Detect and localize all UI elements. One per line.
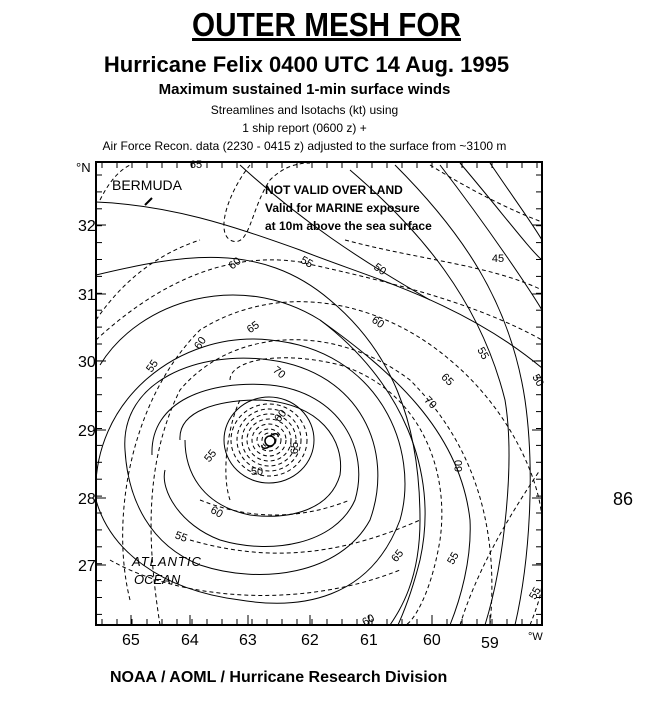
isotach-label: 70 xyxy=(270,364,288,382)
latitude-label: 31 xyxy=(78,287,96,304)
latitude-label: 30 xyxy=(78,354,96,371)
longitude-label: 59 xyxy=(481,635,499,652)
method-line-3: Air Force Recon. data (2230 - 0415 z) adjusted to the surface from ~3100 m xyxy=(102,139,507,153)
isotach-label: 60 xyxy=(192,334,209,352)
isotach-label: 65 xyxy=(189,159,203,171)
ocean-label-1: ATLANTIC xyxy=(132,554,202,569)
isotach-label: 65 xyxy=(389,547,407,565)
longitude-label: 64 xyxy=(181,632,199,649)
isotach-label: 65 xyxy=(244,319,262,336)
latitude-labels xyxy=(78,218,96,575)
isotach-label: 60 xyxy=(360,612,377,629)
longitude-label: 61 xyxy=(360,632,378,649)
streamline xyxy=(490,163,542,240)
isotach-label: 60 xyxy=(226,255,244,273)
bermuda-island xyxy=(145,198,152,205)
isotach-label: 60 xyxy=(208,504,225,521)
isotach-label: 50 xyxy=(250,466,264,478)
hurricane-symbol xyxy=(262,434,278,448)
bermuda-label: BERMUDA xyxy=(112,177,183,193)
isotach-label: 65 xyxy=(438,371,456,389)
latitude-label: 29 xyxy=(78,423,96,440)
product-line: Maximum sustained 1-min surface winds xyxy=(158,81,451,98)
isotach-label: 60 xyxy=(369,314,387,331)
latitude-label: 28 xyxy=(78,491,96,508)
disclaimer-line-3: at 10m above the sea surface xyxy=(265,219,432,233)
isotach xyxy=(96,260,542,340)
streamline xyxy=(460,163,542,260)
isotach-label: 55 xyxy=(298,254,315,271)
longitude-label: 63 xyxy=(239,632,257,649)
isotach-label: 55 xyxy=(445,550,462,567)
lon-unit-label: °W xyxy=(528,631,543,643)
isotach-label: 50 xyxy=(529,372,546,389)
isotach xyxy=(247,419,291,461)
isotach-label: 60 xyxy=(272,407,290,425)
method-line-2: 1 ship report (0600 z) + xyxy=(242,121,367,135)
ocean-label-2: OCEAN xyxy=(134,572,181,587)
storm-time-line: Hurricane Felix 0400 UTC 14 Aug. 1995 xyxy=(103,52,510,77)
isotach xyxy=(242,414,296,466)
isotach-label: 60 xyxy=(453,459,465,473)
isotach-label: 55 xyxy=(202,447,220,465)
longitude-labels xyxy=(122,632,499,652)
streamline xyxy=(96,257,420,625)
isotach-label: 55 xyxy=(474,345,491,362)
isotach xyxy=(151,340,492,625)
isotach-label: 55 xyxy=(173,529,189,545)
isotach-label: 45 xyxy=(491,253,505,265)
latitude-label: 27 xyxy=(78,558,96,575)
streamline xyxy=(440,165,542,310)
footer-credit: NOAA / AOML / Hurricane Research Division xyxy=(110,669,448,686)
longitude-label: 62 xyxy=(301,632,319,649)
latitude-label: 32 xyxy=(78,218,96,235)
isotach-label: 65 xyxy=(289,441,301,455)
page-number: 86 xyxy=(613,489,634,509)
isotach-label: 55 xyxy=(144,357,161,375)
isotach-label: 50 xyxy=(371,261,389,278)
longitude-label: 65 xyxy=(122,632,140,649)
isotach xyxy=(190,520,420,553)
disclaimer-line-2: Valid for MARINE exposure xyxy=(265,201,420,215)
isotach xyxy=(257,429,281,451)
disclaimer-line-1: NOT VALID OVER LAND xyxy=(265,183,403,197)
method-line-1: Streamlines and Isotachs (kt) using xyxy=(210,103,399,117)
longitude-label: 60 xyxy=(423,632,441,649)
isotach xyxy=(460,470,540,625)
lat-unit-label: °N xyxy=(76,160,91,175)
isotach-label: 70 xyxy=(421,394,439,412)
isotach-label: 55 xyxy=(527,585,544,602)
page-title: OUTER MESH FOR xyxy=(192,6,461,43)
